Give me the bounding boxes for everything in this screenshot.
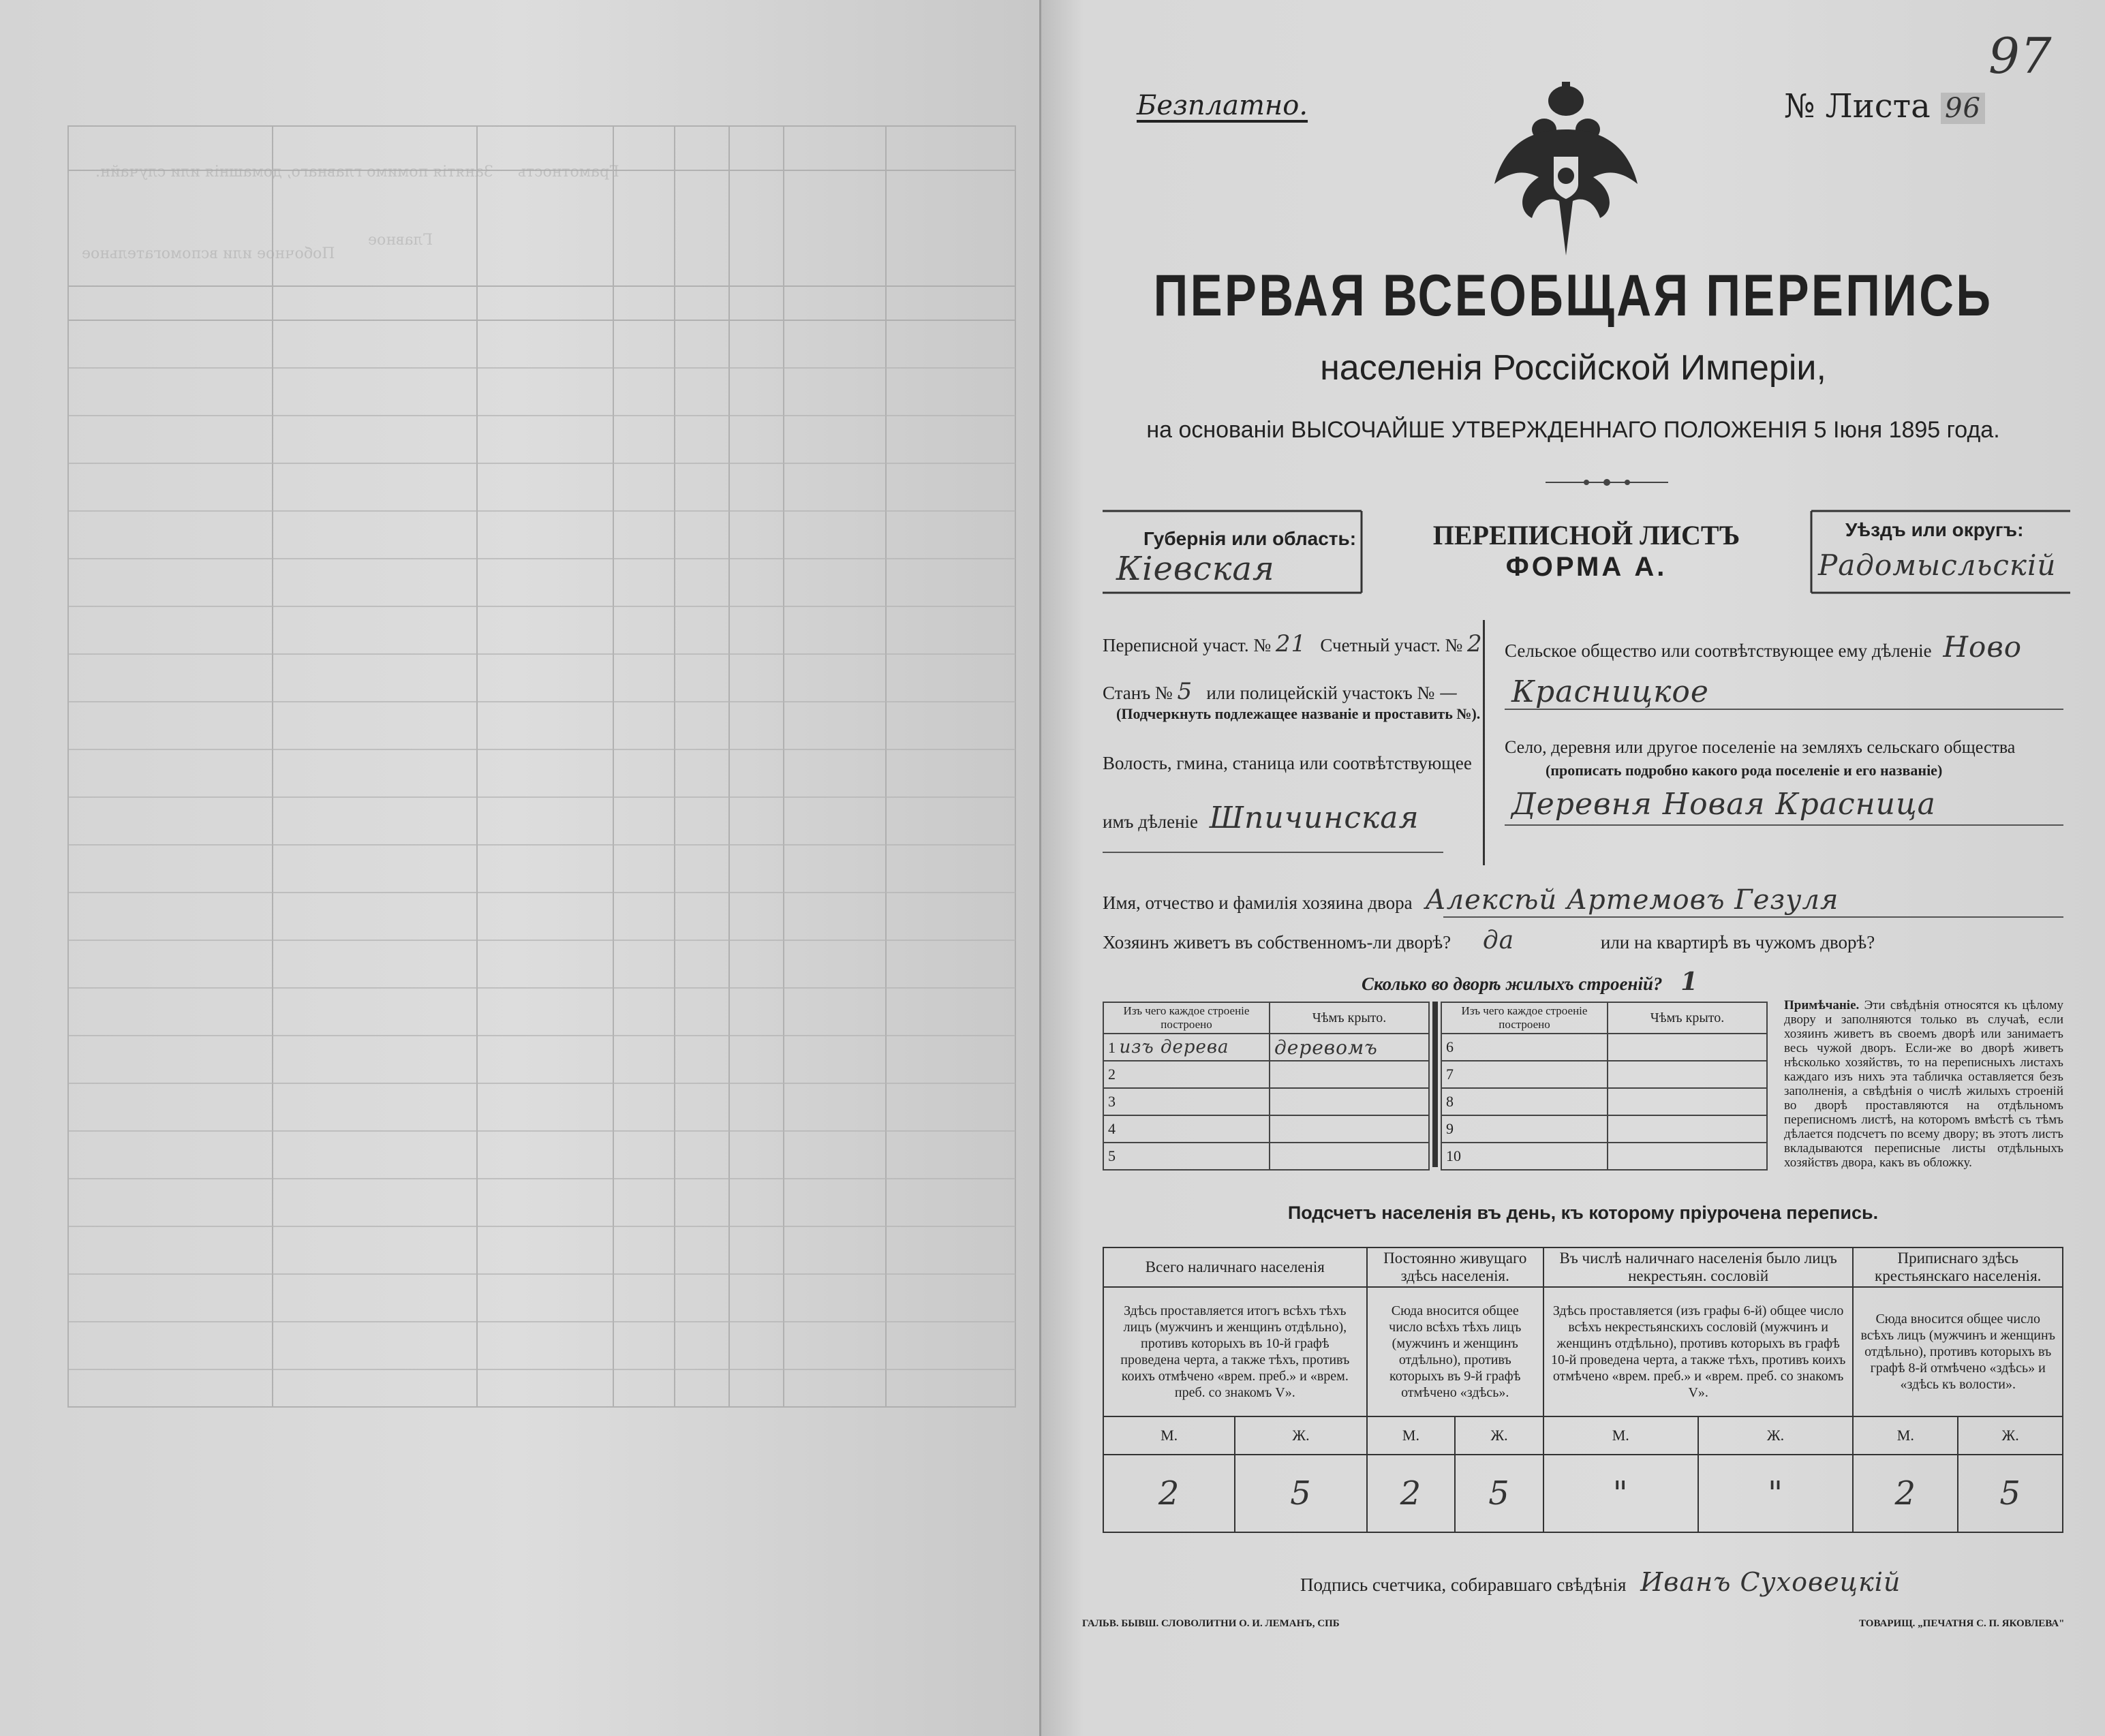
faded-header-2: Грамотность (518, 164, 619, 181)
owner-label: Имя, отчество и фамилія хозяина двора (1103, 893, 1413, 913)
volost-value: Шпичинская (1209, 801, 1419, 835)
signature-label: Подпись счетчика, собиравшаго свѣдѣнія (1300, 1575, 1627, 1595)
free-label: Безплатно. (1137, 90, 1308, 121)
right-page (1041, 0, 2105, 1736)
volost-row (1103, 801, 1419, 835)
sheet-number: 96 (1941, 93, 1985, 124)
note-label: Примѣчаніе. (1784, 998, 1860, 1012)
census-basis: на основаніи ВЫСОЧАЙШЕ УТВЕРЖДЕННАГО ПОЛОЖЕНІЯ 5 Іюня 1895 года. (1146, 417, 2000, 443)
table-row: 2 (1103, 1061, 1429, 1088)
buildings-value: 1 (1680, 967, 1699, 996)
society-label: Сельское общество или соотвѣтствующее ему дѣленіе (1505, 640, 1932, 661)
pop-value: " (1543, 1455, 1698, 1532)
ornament-divider (1546, 477, 1668, 488)
table-row: 7 (1441, 1061, 1767, 1088)
pop-value: 5 (1455, 1455, 1543, 1532)
pop-value: " (1698, 1455, 1854, 1532)
imperial-eagle-icon (1491, 82, 1641, 259)
bld-header-material-2: Изъ чего каждое строеніе построено (1441, 1002, 1608, 1034)
printer-left: ГАЛЬВ. БЫВШ. СЛОВОЛИТНИ О. И. ЛЕМАНЪ, СПБ (1082, 1618, 1340, 1629)
police-label: или полицейскій участокъ № (1206, 683, 1435, 703)
sheet-number-block (1784, 87, 1985, 125)
village-line (1505, 824, 2063, 826)
village-note: (прописать подробно какого рода поселеніе и его названіе) (1546, 762, 1943, 779)
census-title: ПЕРВАЯ ВСЕОБЩАЯ ПЕРЕПИСЬ (1153, 263, 1993, 328)
f-label: Ж. (1455, 1416, 1543, 1455)
district-value: Радомысльскій (1818, 548, 2057, 582)
pop-value: 2 (1367, 1455, 1456, 1532)
stan-label: Станъ № (1103, 683, 1173, 703)
faded-header-1: Занятія помимо главнаго, домашнія или случайн. (95, 164, 493, 181)
underline-note: (Подчеркнуть подлежащее названіе и проставить №). (1116, 705, 1481, 722)
society-value-2: Красницкое (1511, 675, 1709, 709)
f-label: Ж. (1958, 1416, 2063, 1455)
village-label: Село, деревня или другое поселеніе на земляхъ сельскаго общества (1505, 737, 2016, 757)
province-value: Кіевская (1116, 550, 1275, 588)
bld-table-divider (1432, 1002, 1438, 1167)
m-label: М. (1543, 1416, 1698, 1455)
census-subtitle: населенія Россійской Имперіи, (1320, 348, 1826, 388)
table-row: 3 (1103, 1088, 1429, 1115)
stan-row (1103, 678, 1458, 705)
pop-desc-noncrest: Здѣсь проставляется (изъ графы 6-й) общее число всѣхъ некрестьянскихъ сословій (мужчинъ и женщинъ отдѣльно), противъ которыхъ въ графѣ 10-й проведена черта, а также тѣхъ, противъ коихъ отмѣчено «врем. преб.» и «врем. преб. со знакомъ V». (1543, 1287, 1854, 1416)
rent-label: или на квартирѣ въ чужомъ дворѣ? (1600, 932, 1875, 952)
table-row: 10 (1441, 1143, 1767, 1170)
pop-header-registered: Приписнаго здѣсь крестьянскаго населенія. (1853, 1247, 2063, 1287)
sheet-label: № Листа (1784, 87, 1931, 125)
own-yard-row (1103, 927, 1875, 955)
buildings-table-right (1441, 1002, 1768, 1171)
pop-header-permanent: Постоянно живущаго здѣсь населенія. (1367, 1247, 1543, 1287)
faded-header-4: Побочное или вспомогательное (82, 245, 335, 262)
buildings-row (1362, 967, 1698, 996)
table-row: 9 (1441, 1115, 1767, 1143)
m-label: М. (1853, 1416, 1958, 1455)
note-text: Эти свѣдѣнія относятся къ цѣлому двору и заполняются только въ случаѣ, если хозяинъ живетъ въ своемъ дворѣ или занимаетъ весь чужой дворъ. Если-же во дворѣ живетъ нѣсколько хозяйствъ, то на переписныхъ листахъ каждаго изъ нихъ эта табличка оставляется безъ заполненія, а свѣдѣнія о числѣ жилыхъ строеній во дворѣ проставляются на отдѣльномъ переписномъ листѣ, на которомъ вмѣстѣ съ тѣмъ дѣлается подсчетъ по всему двору; въ этотъ листъ вкладываются переписные листы отдѣльныхъ хозяйствъ двора, какъ въ обложку. (1784, 998, 2063, 1170)
note-block (1784, 998, 2063, 1170)
volost-label-2: имъ дѣленіе (1103, 811, 1199, 832)
count-title: Подсчетъ населенія въ день, къ которому пріурочена перепись. (1287, 1203, 1879, 1223)
owner-value: Алексѣй Артемовъ Гезуля (1425, 884, 1839, 916)
pop-desc-total: Здѣсь проставляется итогъ всѣхъ тѣхъ лицъ (мужчинъ и женщинъ отдѣльно), противъ которыхъ въ 10-й графѣ проведена черта, а также тѣхъ, противъ коихъ отмѣчено «врем. преб.» и «врем. преб. со знакомъ V». (1103, 1287, 1367, 1416)
volost-label: Волость, гмина, станица или соотвѣтствующее (1103, 753, 1472, 773)
form-title-1: ПЕРЕПИСНОЙ ЛИСТЪ (1432, 520, 1740, 551)
pop-header-total: Всего наличнаго населенія (1103, 1247, 1367, 1287)
m-label: М. (1103, 1416, 1235, 1455)
printer-right: ТОВАРИЩ. „ПЕЧАТНЯ С. П. ЯКОВЛЕВА" (1859, 1618, 2065, 1629)
census-area-row (1103, 630, 1483, 657)
count-area-label: Счетный участ. № (1320, 635, 1463, 655)
faded-header-3: Главное (368, 232, 433, 249)
bld-header-roof: Чѣмъ крыто. (1270, 1002, 1429, 1034)
pop-value: 5 (1958, 1455, 2063, 1532)
count-area-value: 2 (1466, 630, 1483, 657)
table-row: 5 (1103, 1143, 1429, 1170)
pop-desc-registered: Сюда вносится общее число всѣхъ лицъ (мужчинъ и женщинъ отдѣльно), противъ которыхъ въ графѣ 8-й отмѣчено «здѣсь» и «здѣсь къ волости». (1853, 1287, 2063, 1416)
page-number: 97 (1988, 27, 2053, 84)
district-label: Уѣздъ или округъ: (1845, 519, 2024, 540)
signature-value: Иванъ Суховецкій (1640, 1567, 1901, 1597)
pop-value: 5 (1235, 1455, 1366, 1532)
pop-desc-permanent: Сюда вносится общее число всѣхъ тѣхъ лицъ (мужчинъ и женщинъ отдѣльно), противъ которыхъ въ 9-й графѣ отмѣчено «здѣсь». (1367, 1287, 1543, 1416)
vertical-divider (1483, 620, 1485, 865)
table-row: 8 (1441, 1088, 1767, 1115)
volost-extra-line (1103, 852, 1443, 853)
left-page (0, 0, 1041, 1736)
police-value: — (1439, 683, 1458, 704)
f-label: Ж. (1698, 1416, 1854, 1455)
table-row: 4 (1103, 1115, 1429, 1143)
society-value-1: Ново (1943, 630, 2023, 664)
society-line (1505, 709, 2063, 710)
pop-value: 2 (1853, 1455, 1958, 1532)
bld-header-material: Изъ чего каждое строеніе построено (1103, 1002, 1270, 1034)
owner-line (1443, 916, 2063, 918)
signature-row (1300, 1567, 1901, 1597)
buildings-table-left (1103, 1002, 1430, 1171)
census-area-label: Переписной участ. № (1103, 635, 1272, 655)
form-title-2: ФОРМА А. (1505, 552, 1668, 582)
village-value: Деревня Новая Красница (1511, 787, 1936, 822)
society-row (1505, 630, 2022, 664)
owner-row (1103, 884, 1839, 916)
population-table (1103, 1247, 2063, 1533)
own-yard-label: Хозяинъ живетъ въ собственномъ-ли дворѣ? (1103, 932, 1451, 952)
pop-value: 2 (1103, 1455, 1235, 1532)
table-row: 6 (1441, 1034, 1767, 1061)
table-row: 1 изъ дерева деревомъ (1103, 1034, 1429, 1061)
stan-value: 5 (1177, 678, 1193, 705)
own-yard-value: да (1482, 927, 1515, 955)
bld-header-roof-2: Чѣмъ крыто. (1608, 1002, 1767, 1034)
pop-header-noncrest: Въ числѣ наличнаго населенія было лицъ некрестьян. сословій (1543, 1247, 1854, 1287)
m-label: М. (1367, 1416, 1456, 1455)
province-label: Губернія или область: (1143, 528, 1357, 549)
census-area-value: 21 (1275, 630, 1307, 657)
f-label: Ж. (1235, 1416, 1366, 1455)
buildings-label: Сколько во дворѣ жилыхъ строеній? (1362, 974, 1663, 994)
